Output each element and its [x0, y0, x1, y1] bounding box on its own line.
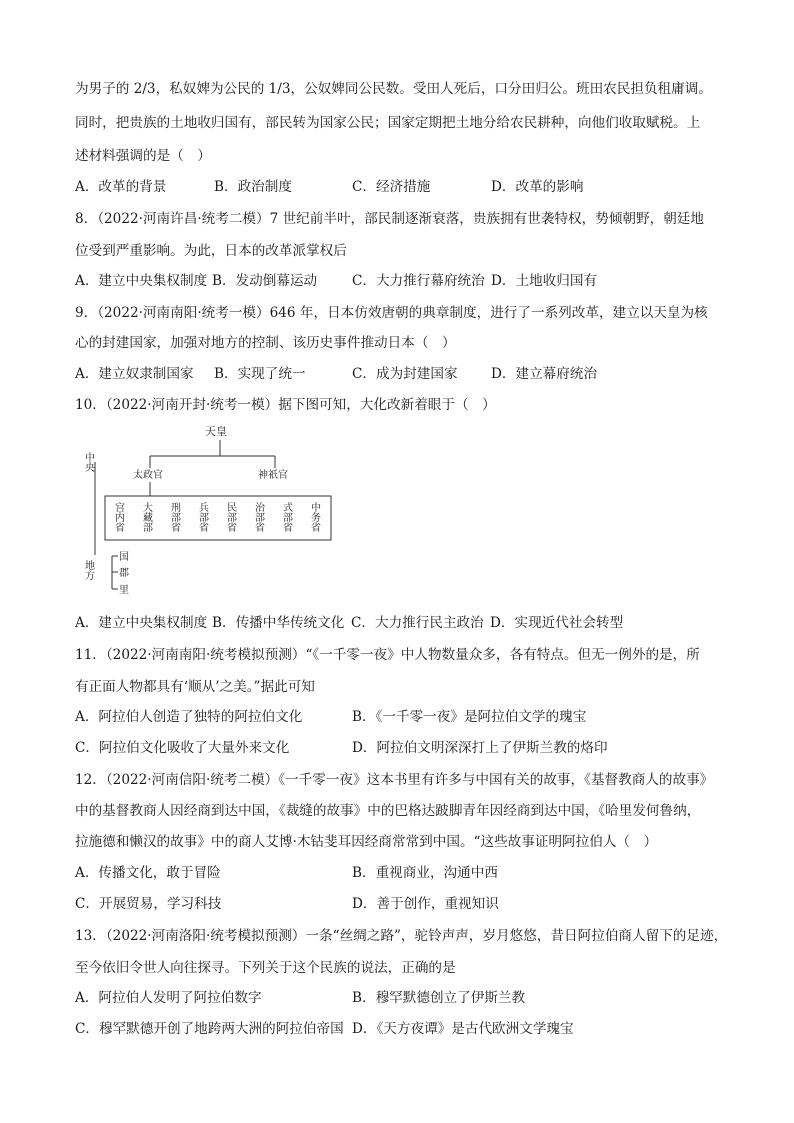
q13-stem-line-2: 至今依旧令世人向往探寻。下列关于这个民族的说法，正确的是	[75, 960, 456, 976]
q8-option-b: B．发动倒幕运动	[212, 273, 318, 289]
q10-option-d: D．实现近代社会转型	[490, 615, 624, 631]
q11-stem-line-1: 11．（2022·河南南阳·统考模拟预测）“《一千零一夜》中人物数量众多，各有特点。但无一例外的是，所	[75, 647, 700, 663]
diagram-ministry-2: 刑部省	[168, 502, 180, 532]
q12-stem-line-3: 拉施德和懒汉的故事》中的商人艾博·木钴斐耳因经商常常到中国。“这些故事证明阿拉伯人（ ）	[75, 834, 658, 850]
q8-option-c: C．大力推行幕府统治	[352, 273, 485, 289]
q13-option-d: D．《天方夜谭》是古代欧洲文学瑰宝	[352, 1021, 574, 1037]
diagram-local-unit-0: 国	[119, 552, 129, 563]
q9-option-b: B．实现了统一	[214, 366, 306, 382]
q7-text-line-1: 为男子的 2/3，私奴婢为公民的 1/3，公奴婢同公民数。受田人死后，口分田归公。班田农民担负租庸调。	[75, 81, 712, 97]
q12-option-b: B．重视商业，沟通中西	[352, 865, 498, 881]
q8-stem-line-1: 8．（2022·河南许昌·统考二模）7 世纪前半叶，部民制逐渐衰落，贵族拥有世袭特权，势倾朝野，朝廷地	[75, 211, 704, 227]
diagram-ministry-3: 兵部省	[196, 502, 208, 532]
diagram-central-label: 中央	[82, 452, 94, 472]
taika-reform-diagram	[82, 422, 345, 600]
q9-option-c: C．成为封建国家	[352, 366, 458, 382]
diagram-ministry-1: 大藏部	[140, 502, 152, 532]
q13-option-c: C．穆罕默德开创了地跨两大洲的阿拉伯帝国	[75, 1021, 344, 1037]
diagram-right-office-label: 神祇官	[258, 470, 288, 481]
diagram-local-label: 地方	[82, 560, 94, 580]
q10-option-c: C．大力推行民主政治	[351, 615, 484, 631]
diagram-left-office-label: 太政官	[133, 470, 163, 481]
q11-option-a: A．阿拉伯人创造了独特的阿拉伯文化	[75, 709, 303, 725]
q9-option-a: A．建立奴隶制国家	[75, 366, 194, 382]
q11-option-c: C．阿拉伯文化吸收了大量外来文化	[75, 740, 290, 756]
q8-option-d: D．土地收归国有	[491, 273, 598, 289]
q7-text-line-2: 同时，把贵族的土地收归国有，部民转为国家公民；国家定期把土地分给农民耕种，向他们收取赋税。上	[75, 115, 701, 131]
q13-stem-line-1: 13．（2022·河南洛阳·统考模拟预测）一条“丝绸之路”，驼铃声声，岁月悠悠，昔日阿拉伯商人留下的足迹，	[75, 928, 728, 944]
q12-stem-line-1: 12．（2022·河南信阳·统考二模）《一千零一夜》这本书里有许多与中国有关的故事，《基督教商人的故事》	[75, 772, 714, 788]
q7-option-d: D．改革的影响	[491, 179, 584, 195]
q12-option-c: C．开展贸易，学习科技	[75, 896, 222, 912]
q13-option-b: B．穆罕默德创立了伊斯兰教	[352, 990, 526, 1006]
diagram-emperor-label: 天皇	[205, 425, 227, 438]
q8-stem-line-2: 位受到严重影响。为此，日本的改革派掌权后	[75, 243, 347, 259]
q10-option-b: B．传播中华传统文化	[212, 615, 345, 631]
q8-option-a: A．建立中央集权制度	[75, 273, 208, 289]
diagram-local-unit-2: 里	[119, 585, 129, 596]
q7-option-b: B．政治制度	[214, 179, 292, 195]
diagram-ministry-4: 民部省	[224, 502, 236, 532]
q7-option-a: A．改革的背景	[75, 179, 167, 195]
q7-text-line-3: 述材料强调的是（ ）	[75, 148, 211, 164]
diagram-ministry-7: 中务省	[308, 502, 320, 532]
q9-option-d: D．建立幕府统治	[491, 366, 598, 382]
diagram-ministry-5: 治部省	[252, 502, 264, 532]
q9-stem-line-2: 心的封建国家，加强对地方的控制、该历史事件推动日本（ ）	[75, 335, 456, 351]
diagram-ministry-6: 式部省	[280, 502, 292, 532]
diagram-ministry-0: 宫内省	[112, 502, 124, 532]
q9-stem-line-1: 9．（2022·河南南阳·统考一模）646 年，日本仿效唐朝的典章制度，进行了一系列改革，建立以天皇为核	[75, 305, 708, 321]
diagram-local-unit-1: 郡	[119, 568, 129, 579]
q12-stem-line-2: 中的基督教商人因经商到达中国，《裁缝的故事》中的巴格达跛脚青年因经商到达中国，《哈里发何鲁纳，	[75, 803, 701, 819]
q13-option-a: A．阿拉伯人发明了阿拉伯数字	[75, 990, 262, 1006]
q12-option-d: D．善于创作，重视知识	[352, 896, 499, 912]
q11-option-d: D．阿拉伯文明深深打上了伊斯兰教的烙印	[352, 740, 608, 756]
q12-option-a: A．传播文化，敢于冒险	[75, 865, 221, 881]
q7-option-c: C．经济措施	[352, 179, 431, 195]
q10-option-a: A．建立中央集权制度	[75, 615, 208, 631]
q11-stem-line-2: 有正面人物都具有‘顺从’之美。”据此可知	[75, 679, 315, 695]
q10-stem-line-1: 10．（2022·河南开封·统考一模）据下图可知，大化改新着眼于（ ）	[75, 397, 496, 413]
q11-option-b: B．《一千零一夜》是阿拉伯文学的瑰宝	[352, 709, 587, 725]
